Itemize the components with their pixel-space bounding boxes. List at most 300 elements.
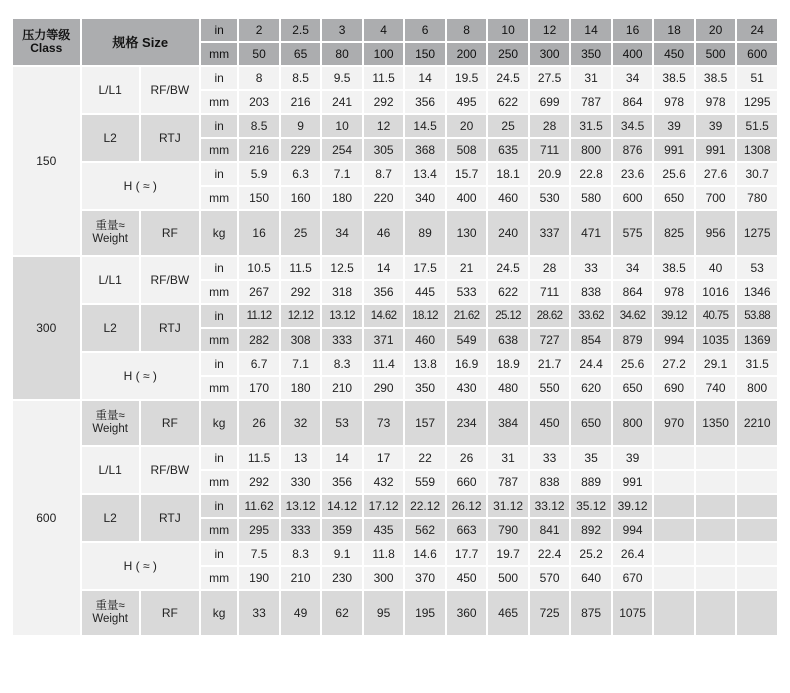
weight-label-en: Weight [92,613,128,625]
unit-mm-cell: mm [201,567,237,589]
value-cell: 359 [322,519,362,541]
size-mm-header: 300 [530,43,570,65]
value-cell: 180 [322,187,362,209]
value-cell: 8.5 [281,67,321,89]
value-cell: 864 [613,91,653,113]
value-cell: 1016 [696,281,736,303]
value-cell [654,519,694,541]
value-cell: 35.12 [571,495,611,517]
value-cell: 22.8 [571,163,611,185]
value-cell: 26 [447,447,487,469]
value-cell: 400 [447,187,487,209]
value-cell: 17.12 [364,495,404,517]
value-cell: 337 [530,211,570,255]
value-cell: 203 [239,91,279,113]
value-cell: 216 [281,91,321,113]
size-in-header: 10 [488,19,528,41]
value-cell: 635 [488,139,528,161]
value-cell: 9.5 [322,67,362,89]
value-cell: 892 [571,519,611,541]
value-cell: 7.1 [281,353,321,375]
value-cell: 292 [364,91,404,113]
size-mm-header: 450 [654,43,694,65]
value-cell: 991 [654,139,694,161]
value-cell: 6.3 [281,163,321,185]
rtj-label: RTJ [141,305,199,351]
unit-in-cell: in [201,305,237,327]
value-cell: 8.7 [364,163,404,185]
size-in-header: 14 [571,19,611,41]
value-cell: 16 [239,211,279,255]
rf-label: RF [141,401,199,445]
rf-bw-label: RF/BW [141,447,199,493]
weight-label [82,591,139,635]
value-cell [654,543,694,565]
value-cell: 6.7 [239,353,279,375]
value-cell: 978 [654,281,694,303]
value-cell: 10 [322,115,362,137]
value-cell: 195 [405,591,445,635]
value-cell: 600 [613,187,653,209]
weight-row [13,591,777,635]
h-in-row [13,543,777,565]
weight-row [13,401,777,445]
value-cell: 34 [613,257,653,279]
value-cell: 150 [239,187,279,209]
value-cell: 12 [364,115,404,137]
value-cell: 27.5 [530,67,570,89]
value-cell: 508 [447,139,487,161]
rtj-label: RTJ [141,115,199,161]
class-label: 150 [13,67,80,255]
l-l1-in-row [13,447,777,469]
weight-label-cn: 重量≈ [95,410,125,422]
size-mm-header: 200 [447,43,487,65]
value-cell: 12.5 [322,257,362,279]
value-cell: 580 [571,187,611,209]
class-label: 300 [13,257,80,399]
size-in-header: 4 [364,19,404,41]
rf-bw-label: RF/BW [141,257,199,303]
value-cell: 663 [447,519,487,541]
value-cell [737,447,777,469]
value-cell: 21.62 [447,305,487,327]
size-in-header: 16 [613,19,653,41]
size-in-header: 8 [447,19,487,41]
value-cell: 11.62 [239,495,279,517]
value-cell: 575 [613,211,653,255]
value-cell: 711 [530,139,570,161]
value-cell: 711 [530,281,570,303]
value-cell: 11.8 [364,543,404,565]
value-cell: 11.5 [364,67,404,89]
value-cell: 254 [322,139,362,161]
value-cell: 20 [447,115,487,137]
value-cell: 1035 [696,329,736,351]
value-cell: 8.3 [281,543,321,565]
value-cell: 295 [239,519,279,541]
value-cell: 24.5 [488,67,528,89]
value-cell: 31 [488,447,528,469]
unit-in-cell: in [201,447,237,469]
header-row-in [13,19,777,41]
value-cell: 51 [737,67,777,89]
value-cell: 800 [613,401,653,445]
value-cell: 460 [405,329,445,351]
value-cell: 220 [364,187,404,209]
l-l1-label: L/L1 [82,257,139,303]
value-cell: 350 [405,377,445,399]
value-cell: 25 [488,115,528,137]
h-in-row [13,163,777,185]
value-cell [696,543,736,565]
unit-in-cell: in [201,67,237,89]
value-cell: 13 [281,447,321,469]
value-cell: 640 [571,567,611,589]
value-cell: 18.1 [488,163,528,185]
value-cell [696,591,736,635]
value-cell: 570 [530,567,570,589]
value-cell: 854 [571,329,611,351]
size-mm-header: 100 [364,43,404,65]
value-cell: 308 [281,329,321,351]
value-cell: 267 [239,281,279,303]
value-cell: 7.5 [239,543,279,565]
value-cell: 5.9 [239,163,279,185]
value-cell: 24.5 [488,257,528,279]
value-cell: 825 [654,211,694,255]
value-cell: 170 [239,377,279,399]
value-cell: 33.12 [530,495,570,517]
value-cell: 8.3 [322,353,362,375]
unit-in-cell: in [201,543,237,565]
value-cell: 622 [488,281,528,303]
value-cell: 39.12 [613,495,653,517]
value-cell: 787 [571,91,611,113]
value-cell: 650 [654,187,694,209]
value-cell: 550 [530,377,570,399]
value-cell: 46 [364,211,404,255]
value-cell: 384 [488,401,528,445]
value-cell: 31 [571,67,611,89]
value-cell: 620 [571,377,611,399]
value-cell: 292 [281,281,321,303]
size-in-header: 2.5 [281,19,321,41]
unit-in-header: in [201,19,237,41]
value-cell: 356 [364,281,404,303]
unit-in-cell: in [201,163,237,185]
size-in-header: 12 [530,19,570,41]
value-cell: 53.88 [737,305,777,327]
l2-label: L2 [82,115,139,161]
value-cell: 318 [322,281,362,303]
value-cell: 994 [654,329,694,351]
value-cell: 841 [530,519,570,541]
value-cell: 33 [530,447,570,469]
value-cell: 875 [571,591,611,635]
value-cell: 11.12 [239,305,279,327]
size-header: 规格 Size [82,19,199,65]
size-in-header: 2 [239,19,279,41]
value-cell: 39 [654,115,694,137]
value-cell: 25.6 [613,353,653,375]
weight-label-en: Weight [92,423,128,435]
value-cell: 130 [447,211,487,255]
value-cell [737,591,777,635]
value-cell [737,495,777,517]
value-cell: 549 [447,329,487,351]
value-cell: 7.1 [322,163,362,185]
value-cell [654,471,694,493]
value-cell: 650 [613,377,653,399]
value-cell: 465 [488,591,528,635]
value-cell: 229 [281,139,321,161]
value-cell: 240 [488,211,528,255]
value-cell: 13.8 [405,353,445,375]
rf-label: RF [141,211,199,255]
value-cell: 991 [613,471,653,493]
value-cell: 300 [364,567,404,589]
value-cell: 216 [239,139,279,161]
value-cell: 13.4 [405,163,445,185]
value-cell: 1346 [737,281,777,303]
value-cell: 234 [447,401,487,445]
size-mm-header: 250 [488,43,528,65]
value-cell: 21.7 [530,353,570,375]
size-in-header: 24 [737,19,777,41]
value-cell: 879 [613,329,653,351]
value-cell: 22.12 [405,495,445,517]
value-cell: 32 [281,401,321,445]
value-cell: 38.5 [696,67,736,89]
value-cell [654,447,694,469]
value-cell: 305 [364,139,404,161]
value-cell [737,471,777,493]
value-cell: 790 [488,519,528,541]
value-cell: 210 [281,567,321,589]
value-cell: 17.5 [405,257,445,279]
value-cell: 533 [447,281,487,303]
value-cell: 660 [447,471,487,493]
value-cell: 699 [530,91,570,113]
value-cell: 73 [364,401,404,445]
value-cell: 1308 [737,139,777,161]
value-cell: 368 [405,139,445,161]
size-mm-header: 350 [571,43,611,65]
value-cell: 190 [239,567,279,589]
value-cell: 559 [405,471,445,493]
value-cell: 876 [613,139,653,161]
value-cell: 18.12 [405,305,445,327]
unit-kg-cell: kg [201,591,237,635]
size-mm-header: 600 [737,43,777,65]
value-cell: 24.4 [571,353,611,375]
size-mm-header: 80 [322,43,362,65]
value-cell: 725 [530,591,570,635]
unit-in-cell: in [201,115,237,137]
l2-label: L2 [82,305,139,351]
value-cell: 787 [488,471,528,493]
value-cell: 26 [239,401,279,445]
value-cell: 956 [696,211,736,255]
value-cell: 14.62 [364,305,404,327]
value-cell [696,447,736,469]
h-in-row [13,353,777,375]
value-cell: 49 [281,591,321,635]
value-cell: 28.62 [530,305,570,327]
value-cell: 2210 [737,401,777,445]
flange-dimension-table [11,17,779,637]
rtj-label: RTJ [141,495,199,541]
value-cell: 29.1 [696,353,736,375]
l2-in-row [13,305,777,327]
l-l1-in-row [13,67,777,89]
value-cell [654,567,694,589]
value-cell: 19.7 [488,543,528,565]
value-cell: 450 [530,401,570,445]
value-cell: 471 [571,211,611,255]
value-cell: 157 [405,401,445,445]
value-cell: 622 [488,91,528,113]
value-cell: 1275 [737,211,777,255]
value-cell: 9 [281,115,321,137]
value-cell: 356 [405,91,445,113]
value-cell: 34 [322,211,362,255]
value-cell: 11.4 [364,353,404,375]
value-cell: 650 [571,401,611,445]
value-cell: 210 [322,377,362,399]
value-cell [737,519,777,541]
value-cell: 460 [488,187,528,209]
h-label: H ( ≈ ) [82,163,199,209]
value-cell: 34.62 [613,305,653,327]
value-cell: 740 [696,377,736,399]
value-cell: 30.7 [737,163,777,185]
value-cell: 333 [322,329,362,351]
value-cell: 435 [364,519,404,541]
value-cell: 670 [613,567,653,589]
l-l1-label: L/L1 [82,447,139,493]
value-cell: 800 [737,377,777,399]
value-cell: 1075 [613,591,653,635]
unit-mm-cell: mm [201,281,237,303]
value-cell: 430 [447,377,487,399]
value-cell: 39 [613,447,653,469]
value-cell: 14.5 [405,115,445,137]
value-cell: 14.12 [322,495,362,517]
value-cell: 34 [613,67,653,89]
l-l1-label: L/L1 [82,67,139,113]
value-cell: 800 [571,139,611,161]
value-cell: 10.5 [239,257,279,279]
table-body [13,19,777,635]
weight-label-cn: 重量≈ [95,600,125,612]
value-cell: 180 [281,377,321,399]
value-cell: 12.12 [281,305,321,327]
value-cell: 1295 [737,91,777,113]
value-cell: 495 [447,91,487,113]
value-cell: 22.4 [530,543,570,565]
value-cell: 9.1 [322,543,362,565]
size-mm-header: 400 [613,43,653,65]
value-cell: 14 [405,67,445,89]
value-cell: 28 [530,115,570,137]
size-in-header: 20 [696,19,736,41]
value-cell: 282 [239,329,279,351]
value-cell: 21 [447,257,487,279]
value-cell: 14.6 [405,543,445,565]
value-cell: 1350 [696,401,736,445]
l2-in-row [13,115,777,137]
value-cell: 11.5 [239,447,279,469]
value-cell [696,471,736,493]
value-cell: 25.2 [571,543,611,565]
value-cell: 40.75 [696,305,736,327]
value-cell [654,591,694,635]
size-mm-header: 500 [696,43,736,65]
value-cell: 780 [737,187,777,209]
value-cell: 13.12 [322,305,362,327]
value-cell: 33.62 [571,305,611,327]
weight-label [82,211,139,255]
value-cell: 700 [696,187,736,209]
value-cell: 40 [696,257,736,279]
value-cell [654,495,694,517]
value-cell: 31.12 [488,495,528,517]
class-label: 600 [13,401,80,635]
value-cell: 562 [405,519,445,541]
value-cell: 26.4 [613,543,653,565]
value-cell: 530 [530,187,570,209]
value-cell: 11.5 [281,257,321,279]
value-cell: 89 [405,211,445,255]
value-cell: 33 [571,257,611,279]
value-cell: 445 [405,281,445,303]
value-cell: 994 [613,519,653,541]
rf-label: RF [141,591,199,635]
class-header-en: Class [30,41,63,55]
value-cell: 20.9 [530,163,570,185]
unit-mm-cell: mm [201,471,237,493]
value-cell: 371 [364,329,404,351]
size-in-header: 6 [405,19,445,41]
size-in-header: 18 [654,19,694,41]
class-header [13,19,80,65]
value-cell: 26.12 [447,495,487,517]
weight-row [13,211,777,255]
value-cell: 33 [239,591,279,635]
value-cell: 25.6 [654,163,694,185]
size-mm-header: 65 [281,43,321,65]
unit-mm-cell: mm [201,519,237,541]
value-cell [737,567,777,589]
value-cell: 13.12 [281,495,321,517]
value-cell: 25 [281,211,321,255]
rf-bw-label: RF/BW [141,67,199,113]
value-cell [696,495,736,517]
value-cell: 333 [281,519,321,541]
value-cell: 38.5 [654,67,694,89]
value-cell: 991 [696,139,736,161]
value-cell: 22 [405,447,445,469]
value-cell: 25.12 [488,305,528,327]
value-cell: 864 [613,281,653,303]
value-cell: 690 [654,377,694,399]
value-cell [696,519,736,541]
value-cell: 978 [696,91,736,113]
value-cell: 889 [571,471,611,493]
unit-mm-cell: mm [201,91,237,113]
